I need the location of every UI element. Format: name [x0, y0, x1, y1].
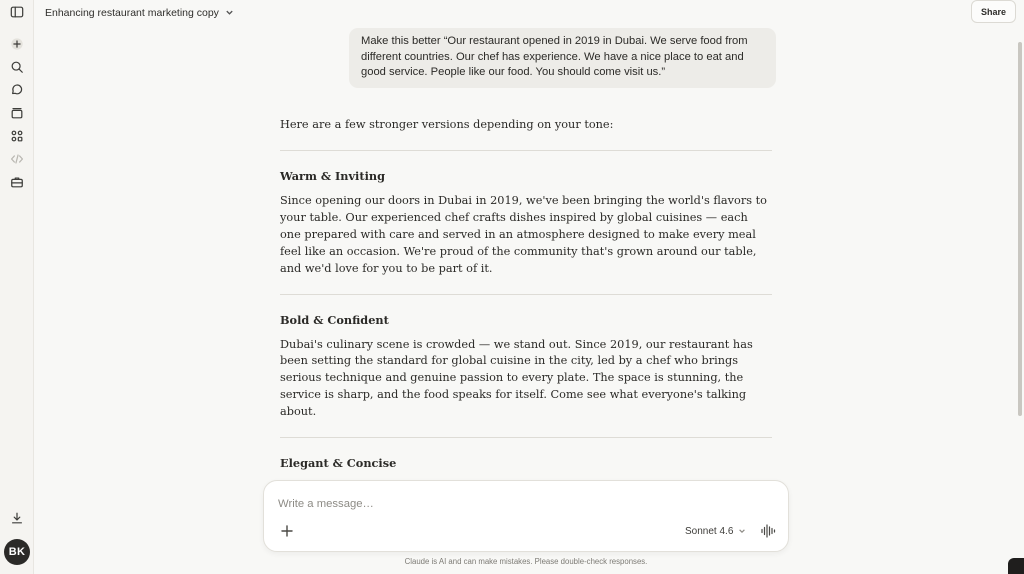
model-selector[interactable] [685, 522, 746, 540]
section-title: Warm & Inviting [280, 169, 385, 183]
chats-icon[interactable] [7, 80, 27, 100]
plus-icon [281, 525, 293, 537]
voice-mode-button[interactable] [760, 523, 776, 539]
section-title: Elegant & Concise [280, 456, 397, 471]
section-body: Dubai's culinary scene is crowded — we stand out. Since 2019, our restaurant has been setting the standard for global cuisine in the city, led by a chef who brings serious technique and genuine passion to every plate. The space is stunning, the service is sharp, and the food speaks for itself. Come see what everyone's talking about. [280, 337, 753, 419]
divider [280, 437, 772, 438]
model-label: Sonnet 4.6 [685, 525, 734, 537]
user-message-text: Make this better “Our restaurant opened in 2019 in Dubai. We serve food from different countries. Our chef has experience. We have a nice place to eat and good service. People like our food. You should come visit us.” [361, 35, 748, 79]
avatar[interactable]: BK [4, 539, 30, 565]
divider [280, 150, 772, 151]
chat-header [34, 0, 1024, 24]
chevron-down-icon [738, 527, 746, 535]
section-body: Since opening our doors in Dubai in 2019, we've been bringing the world's flavors to your table. Our experienced chef crafts dishes inspired by global cuisines — each one prepared with care and served in an atmosphere designed to make every meal feel like an occasion. We're proud of the community that's grown around our table, and we'd love for you to be part of it. [280, 194, 767, 275]
chat-title-menu[interactable] [45, 4, 234, 22]
search-icon[interactable] [7, 57, 27, 77]
share-button[interactable]: Share [971, 0, 1016, 23]
sidebar-toggle-icon[interactable] [7, 2, 27, 22]
artifacts-icon[interactable] [7, 126, 27, 146]
user-message-bubble [349, 28, 776, 88]
sidebar-rail [0, 0, 34, 574]
response-intro: Here are a few stronger versions depending on your tone: [280, 118, 614, 131]
download-icon[interactable] [7, 508, 27, 528]
disclaimer-text: Claude is AI and can make mistakes. Please double-check responses. [404, 557, 648, 566]
assistant-response [280, 117, 772, 514]
divider [280, 294, 772, 295]
corner-widget[interactable] [1008, 558, 1024, 574]
message-composer [263, 480, 789, 552]
chevron-down-icon[interactable] [225, 4, 234, 22]
waveform-icon [761, 524, 776, 538]
projects-icon[interactable] [7, 103, 27, 123]
chat-title[interactable]: Enhancing restaurant marketing copy [45, 7, 219, 19]
tools-icon[interactable] [7, 172, 27, 192]
section-title: Bold & Confident [280, 312, 389, 327]
code-icon[interactable] [7, 149, 27, 169]
new-chat-icon[interactable] [7, 34, 27, 54]
message-input[interactable] [278, 495, 658, 513]
add-attachment-button[interactable] [279, 523, 295, 539]
scrollbar-thumb[interactable] [1018, 42, 1022, 416]
